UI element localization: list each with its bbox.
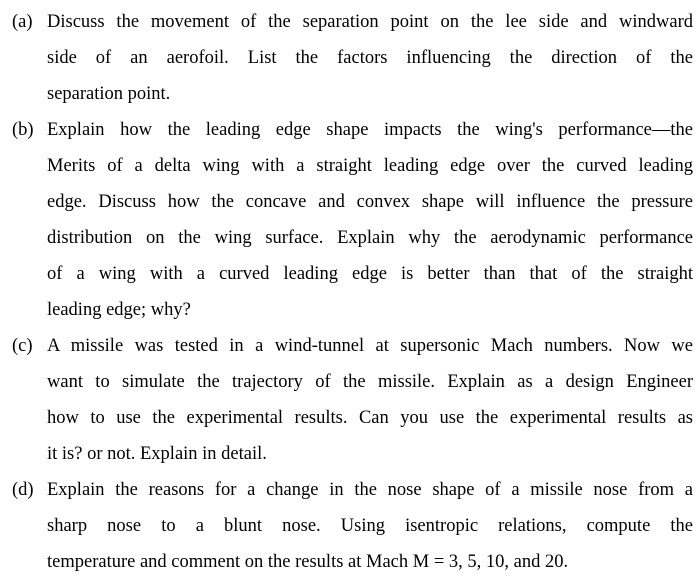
question-line: separation point. [47, 84, 171, 104]
question-line: it is? or not. Explain in detail. [47, 444, 267, 464]
question-line: Explain the reasons for a change in the nose shape of a missile nose from a [47, 480, 693, 500]
question-label: (b) [12, 120, 34, 140]
question-line: Merits of a delta wing with a straight leading edge over the curved leading [47, 156, 693, 176]
question-label: (c) [12, 336, 33, 356]
question-line: sharp nose to a blunt nose. Using isentropic relations, compute the [47, 516, 693, 536]
question-line: distribution on the wing surface. Explain why the aerodynamic performance [47, 228, 693, 248]
question-line: how to use the experimental results. Can you use the experimental results as [47, 408, 693, 428]
question-line: temperature and comment on the results at Mach M = 3, 5, 10, and 20. [47, 552, 569, 572]
question-line: A missile was tested in a wind-tunnel at supersonic Mach numbers. Now we [47, 336, 693, 356]
question-line: side of an aerofoil. List the factors influencing the direction of the [47, 48, 693, 68]
question-line: leading edge; why? [47, 300, 191, 320]
question-label: (a) [12, 12, 33, 32]
question-label: (d) [12, 480, 34, 500]
question-line: edge. Discuss how the concave and convex shape will influence the pressure [47, 192, 693, 212]
question-line: Explain how the leading edge shape impacts the wing's performance—the [47, 120, 693, 140]
question-line: of a wing with a curved leading edge is better than that of the straight [47, 264, 693, 284]
question-line: Discuss the movement of the separation point on the lee side and windward [47, 12, 693, 32]
question-line: want to simulate the trajectory of the missile. Explain as a design Engineer [47, 372, 693, 392]
